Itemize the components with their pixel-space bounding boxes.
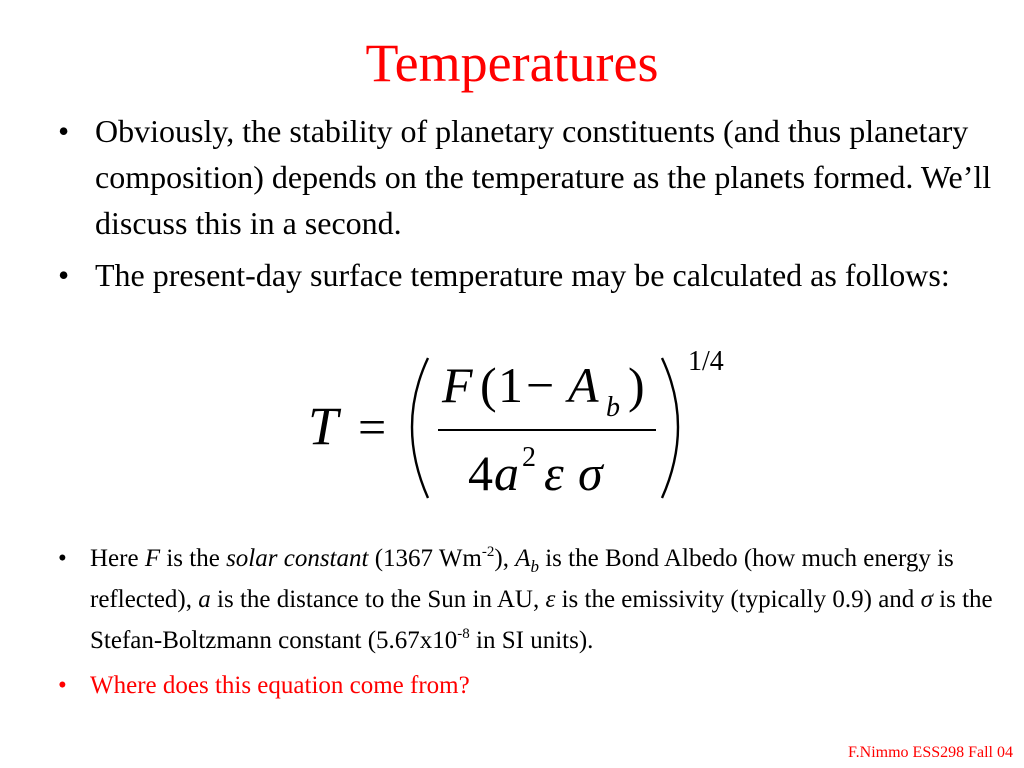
bullet-item-surface-temperature bbox=[58, 252, 1003, 298]
symbol-sigma: σ bbox=[920, 586, 933, 613]
text-segment: is the emissivity (typically 0.9) and bbox=[555, 586, 921, 613]
symbol-A: A bbox=[515, 545, 531, 572]
numerator-A: A bbox=[568, 357, 599, 413]
numerator-F: F bbox=[442, 357, 473, 413]
bullet-icon: • bbox=[58, 257, 70, 293]
text-segment: is the Stefan-Boltzmann constant (5.67x10 bbox=[90, 586, 993, 654]
equation-equals: = bbox=[358, 399, 387, 455]
left-big-paren bbox=[412, 358, 428, 498]
denominator-four: 4 bbox=[468, 445, 493, 501]
slide-title: Temperatures bbox=[365, 33, 659, 93]
bullet-text: Obviously, the stability of planetary constituents (and thus planetary composition) depends on the temperature as the planets formed. We’ll discuss this in a second. bbox=[95, 113, 992, 241]
denominator-epsilon: ε bbox=[544, 445, 564, 501]
text-segment: is the Bond Albedo (how much energy is reflected), bbox=[90, 545, 954, 613]
numerator-minus: − bbox=[526, 357, 555, 413]
denominator-sigma: σ bbox=[578, 445, 603, 501]
superscript: -8 bbox=[457, 626, 470, 642]
bullet-icon: • bbox=[58, 672, 67, 699]
text-segment: Here bbox=[90, 545, 145, 572]
bullet-item-stability bbox=[58, 108, 1003, 246]
text-segment: is the distance to the Sun in AU, bbox=[210, 586, 546, 613]
subscript-b: b bbox=[530, 557, 539, 576]
symbol-epsilon: ε bbox=[545, 586, 556, 613]
equation-exponent: 1/4 bbox=[688, 346, 724, 377]
temperature-equation bbox=[300, 340, 760, 510]
bullet-item-definitions bbox=[58, 538, 1003, 661]
equation-graphic bbox=[300, 340, 760, 510]
text-segment: in SI units). bbox=[469, 627, 594, 654]
denominator-superscript-2: 2 bbox=[522, 442, 536, 473]
bullet-text: The present-day surface temperature may be calculated as follows: bbox=[95, 257, 950, 293]
numerator-paren-open: ( bbox=[480, 357, 497, 413]
bullet-list-bottom bbox=[58, 538, 1003, 706]
text-segment: (1367 Wm bbox=[368, 545, 482, 572]
numerator-subscript-b: b bbox=[606, 392, 620, 423]
equation-lhs-T: T bbox=[308, 396, 339, 456]
question-text: Where does this equation come from? bbox=[90, 672, 470, 699]
term-solar-constant: solar constant bbox=[226, 545, 369, 572]
right-big-paren bbox=[662, 358, 678, 498]
definitions-text bbox=[90, 545, 993, 654]
text-segment: is the bbox=[160, 545, 227, 572]
symbol-F: F bbox=[144, 545, 161, 572]
symbol-a: a bbox=[198, 586, 211, 613]
footer-credit: F.Nimmo ESS298 Fall 04 bbox=[848, 744, 1013, 761]
denominator-a: a bbox=[494, 445, 519, 501]
bullet-icon: • bbox=[58, 545, 67, 572]
numerator-one: 1 bbox=[498, 357, 523, 413]
bullet-list-top bbox=[58, 108, 1003, 304]
text-segment: ), bbox=[494, 545, 516, 572]
numerator-paren-close: ) bbox=[628, 357, 645, 413]
superscript: -2 bbox=[481, 544, 495, 560]
bullet-icon: • bbox=[58, 113, 70, 149]
bullet-item-question bbox=[58, 665, 1003, 706]
